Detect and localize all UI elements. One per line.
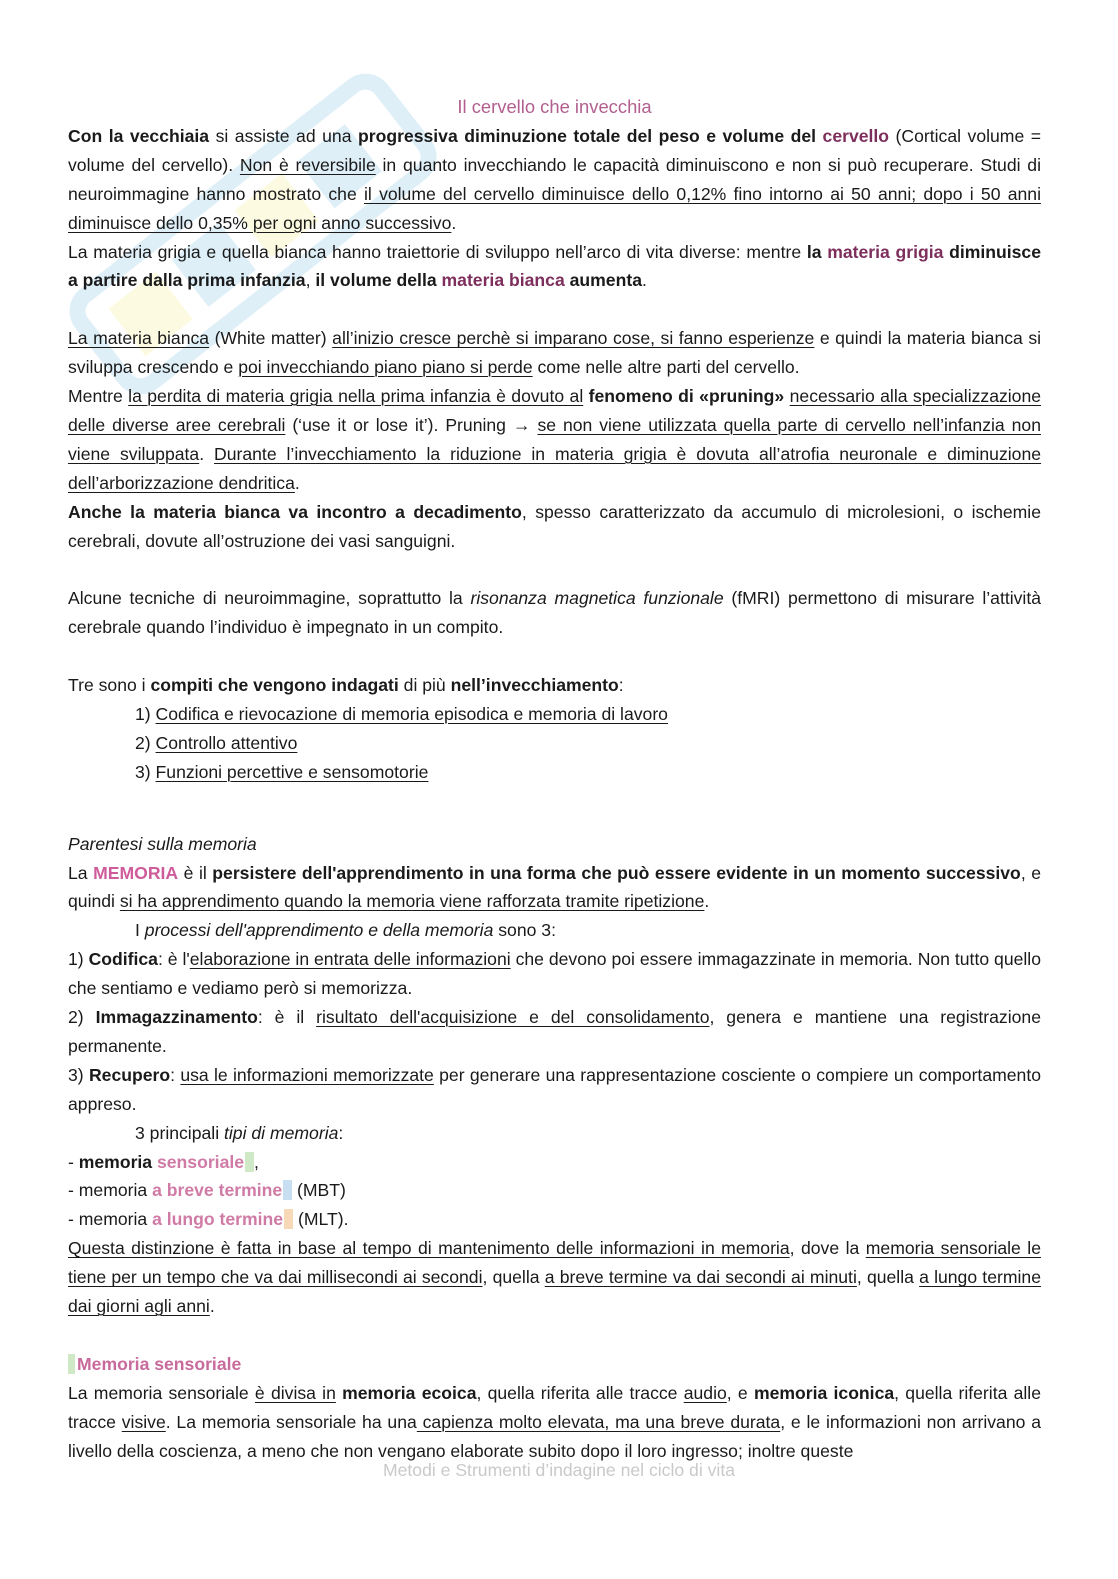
paragraph-memory-definition: La MEMORIA è il persistere dell'apprendimento in una forma che può essere evidente in un momento successivo, e quindi si ha apprendimento quando la memoria viene rafforzata tramite ripetizione. [68,862,1041,912]
section-heading-sensory: Memoria sensoriale [68,1350,1041,1379]
paragraph-pruning: Mentre la perdita di materia grigia nella prima infanzia è dovuto al fenomeno di «pruning» necessario alla specializzazione delle diverse aree cerebrali (‘use it or lose it’). Pruning → se non viene utilizzata quella parte di cervello nell’infanzia non viene sviluppata. Durante l’invecchiamento la riduzione in materia grigia è dovuta all’atrofia neuronale e diminuzione dell’arborizzazione dendritica. [68,386,1042,493]
list-item: - memoria a breve termine (MBT) [68,1180,346,1201]
highlight-marker [245,1152,254,1172]
paragraph-white-matter-decay: Anche la materia bianca va incontro a decadimento, spesso caratterizzato da accumulo di microlesioni, o ischemie cerebrali, dovute all’ostruzione dei vasi sanguigni. [68,501,1041,551]
list-item: 1) Codifica e rievocazione di memoria episodica e memoria di lavoro [135,703,668,724]
highlight-marker [68,1354,75,1374]
section-heading-memory: Parentesi sulla memoria [68,833,257,854]
highlight-marker [283,1180,292,1200]
highlight-marker [284,1209,293,1229]
list-item: - memoria sensoriale , [68,1151,259,1172]
paragraph-fmri: Alcune tecniche di neuroimmagine, soprattutto la risonanza magnetica funzionale (fMRI) permettono di misurare l’attività cerebrale quando l’individuo è impegnato in un compito. [68,588,1042,638]
paragraph-memory-types-intro: 3 principali tipi di memoria: [135,1122,344,1143]
paragraph-grey-white-matter: La materia grigia e quella bianca hanno traiettorie di sviluppo nell’arco di vita diverse: mentre la materia grigia diminuisce a partire dalla prima infanzia, il volume della materia bianca aumenta. [68,241,1041,291]
paragraph-tasks-intro: Tre sono i compiti che vengono indagati di più nell’invecchiamento: [68,675,624,696]
process-immagazzinamento: 2) Immagazzinamento: è il risultato dell'acquisizione e del consolidamento, genera e mantiene una registrazione permanente. [68,1007,1041,1056]
page-footer: Metodi e Strumenti d’indagine nel ciclo di vita [382,1460,736,1480]
tasks-list [68,700,1041,787]
document-page [68,93,1041,1466]
list-item: - memoria a lungo termine (MLT). [68,1209,349,1230]
paragraph-white-matter: La materia bianca (White matter) all’inizio cresce perchè si imparano cose, si fanno esperienze e quindi la materia bianca si sviluppa crescendo e poi invecchiando piano piano si perde come nelle altre parti del cervello. [68,328,1042,378]
process-codifica: 1) Codifica: è l'elaborazione in entrata delle informazioni che devono poi essere immagazzinate in memoria. Non tutto quello che sentiamo e vediamo però si memorizza. [68,949,1041,999]
process-recupero: 3) Recupero: usa le informazioni memorizzate per generare una rappresentazione cosciente o compiere un comportamento appreso. [68,1064,1042,1114]
paragraph-sensory-memory: La memoria sensoriale è divisa in memoria ecoica, quella riferita alle tracce audio, e memoria iconica, quella riferita alle tracce visive. La memoria sensoriale ha una capienza molto elevata, ma una breve durata, e le informazioni non arrivano a livello della coscienza, a meno che non vengano elaborate subito dopo il loro ingresso; inoltre queste [68,1382,1042,1461]
list-item: 3) Funzioni percettive e sensomotorie [135,761,429,782]
list-item: 2) Controllo attentivo [135,732,298,753]
paragraph-memory-duration: Questa distinzione è fatta in base al tempo di mantenimento delle informazioni in memoria, dove la memoria sensoriale le tiene per un tempo che va dai millisecondi ai secondi, quella a breve termine va dai secondi ai minuti, quella a lungo termine dai giorni agli anni. [68,1238,1041,1317]
memory-types-list [68,1148,1041,1235]
page-title: Il cervello che invecchia [457,96,652,117]
paragraph-processes-intro: I processi dell'apprendimento e della memoria sono 3: [135,920,556,941]
paragraph-brain-volume: Con la vecchiaia si assiste ad una progressiva diminuzione totale del peso e volume del cervello (Cortical volume = volume del cervello). Non è reversibile in quanto invecchiando le capacità diminuiscono e non si può recuperare. Studi di neuroimmagine hanno mostrato che il volume del cervello diminuisce dello 0,12% fino intorno ai 50 anni; dopo i 50 anni diminuisce dello 0,35% per ogni anno successivo. [68,125,1042,233]
